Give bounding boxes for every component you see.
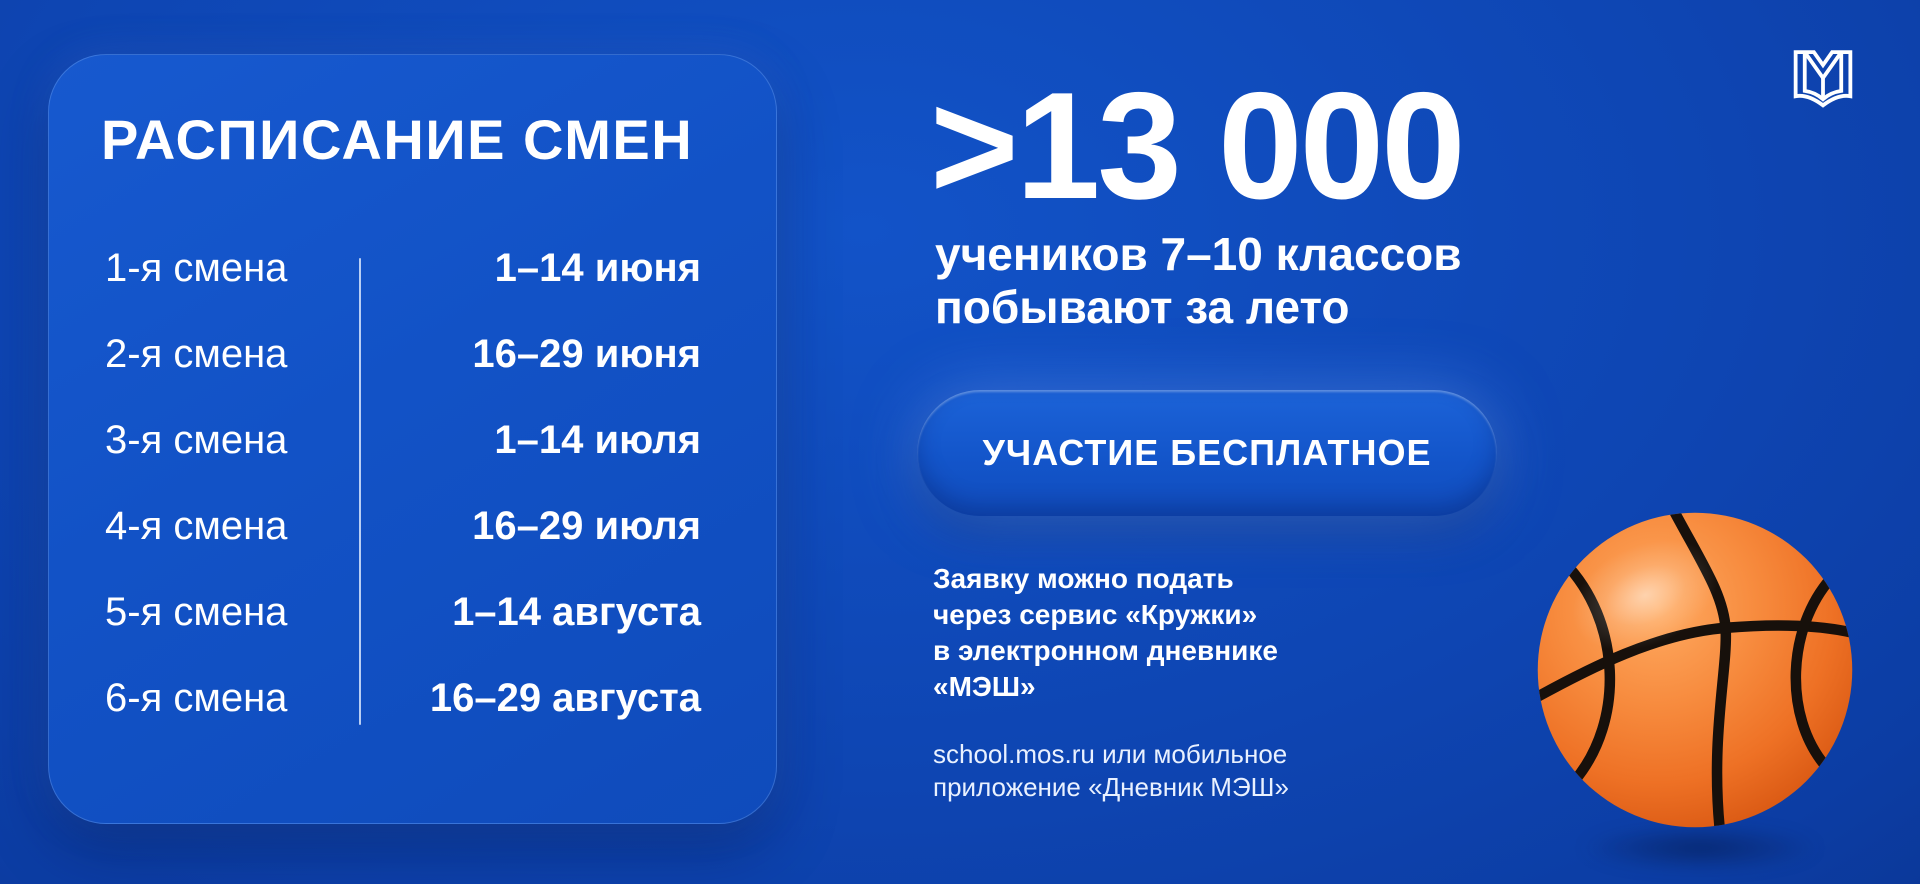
shift-dates: 1–14 июня <box>494 246 701 290</box>
application-line: через сервис «Кружки» <box>933 599 1258 630</box>
students-count-line2: побывают за лето <box>935 281 1350 333</box>
application-instructions <box>933 561 1278 705</box>
access-line: school.mos.ru или мобильное <box>933 739 1288 769</box>
shift-dates: 16–29 августа <box>429 676 701 720</box>
schedule-row <box>49 504 776 548</box>
shift-dates: 16–29 июля <box>472 504 701 548</box>
shift-dates: 16–29 июня <box>472 332 701 376</box>
free-participation-button[interactable] <box>917 390 1497 516</box>
students-count: >13 000 <box>930 61 1463 231</box>
basketball-icon <box>1532 507 1858 833</box>
application-line: Заявку можно подать <box>933 563 1234 594</box>
shift-dates: 1–14 июля <box>494 418 701 462</box>
open-book-m-logo <box>1785 42 1861 120</box>
shift-label: 6-я смена <box>105 676 288 720</box>
schedule-row <box>49 332 776 376</box>
schedule-divider <box>359 258 361 725</box>
schedule-row <box>49 246 776 290</box>
shift-dates: 1–14 августа <box>452 590 701 634</box>
students-count-description <box>935 228 1462 334</box>
schedule-row <box>49 418 776 462</box>
shift-label: 4-я смена <box>105 504 288 548</box>
shift-label: 2-я смена <box>105 332 288 376</box>
schedule-row <box>49 590 776 634</box>
shift-label: 5-я смена <box>105 590 288 634</box>
application-line: в электронном дневнике <box>933 635 1278 666</box>
students-count-line1: учеников 7–10 классов <box>935 228 1462 280</box>
schedule-title: РАСПИСАНИЕ СМЕН <box>101 108 694 171</box>
schedule-row <box>49 676 776 720</box>
access-info <box>933 738 1289 804</box>
shift-label: 1-я смена <box>105 246 288 290</box>
schedule-card <box>48 54 777 824</box>
shift-label: 3-я смена <box>105 418 288 462</box>
free-participation-label: УЧАСТИЕ БЕСПЛАТНОЕ <box>982 432 1432 473</box>
access-line: приложение «Дневник МЭШ» <box>933 772 1289 802</box>
application-line: «МЭШ» <box>933 671 1036 702</box>
